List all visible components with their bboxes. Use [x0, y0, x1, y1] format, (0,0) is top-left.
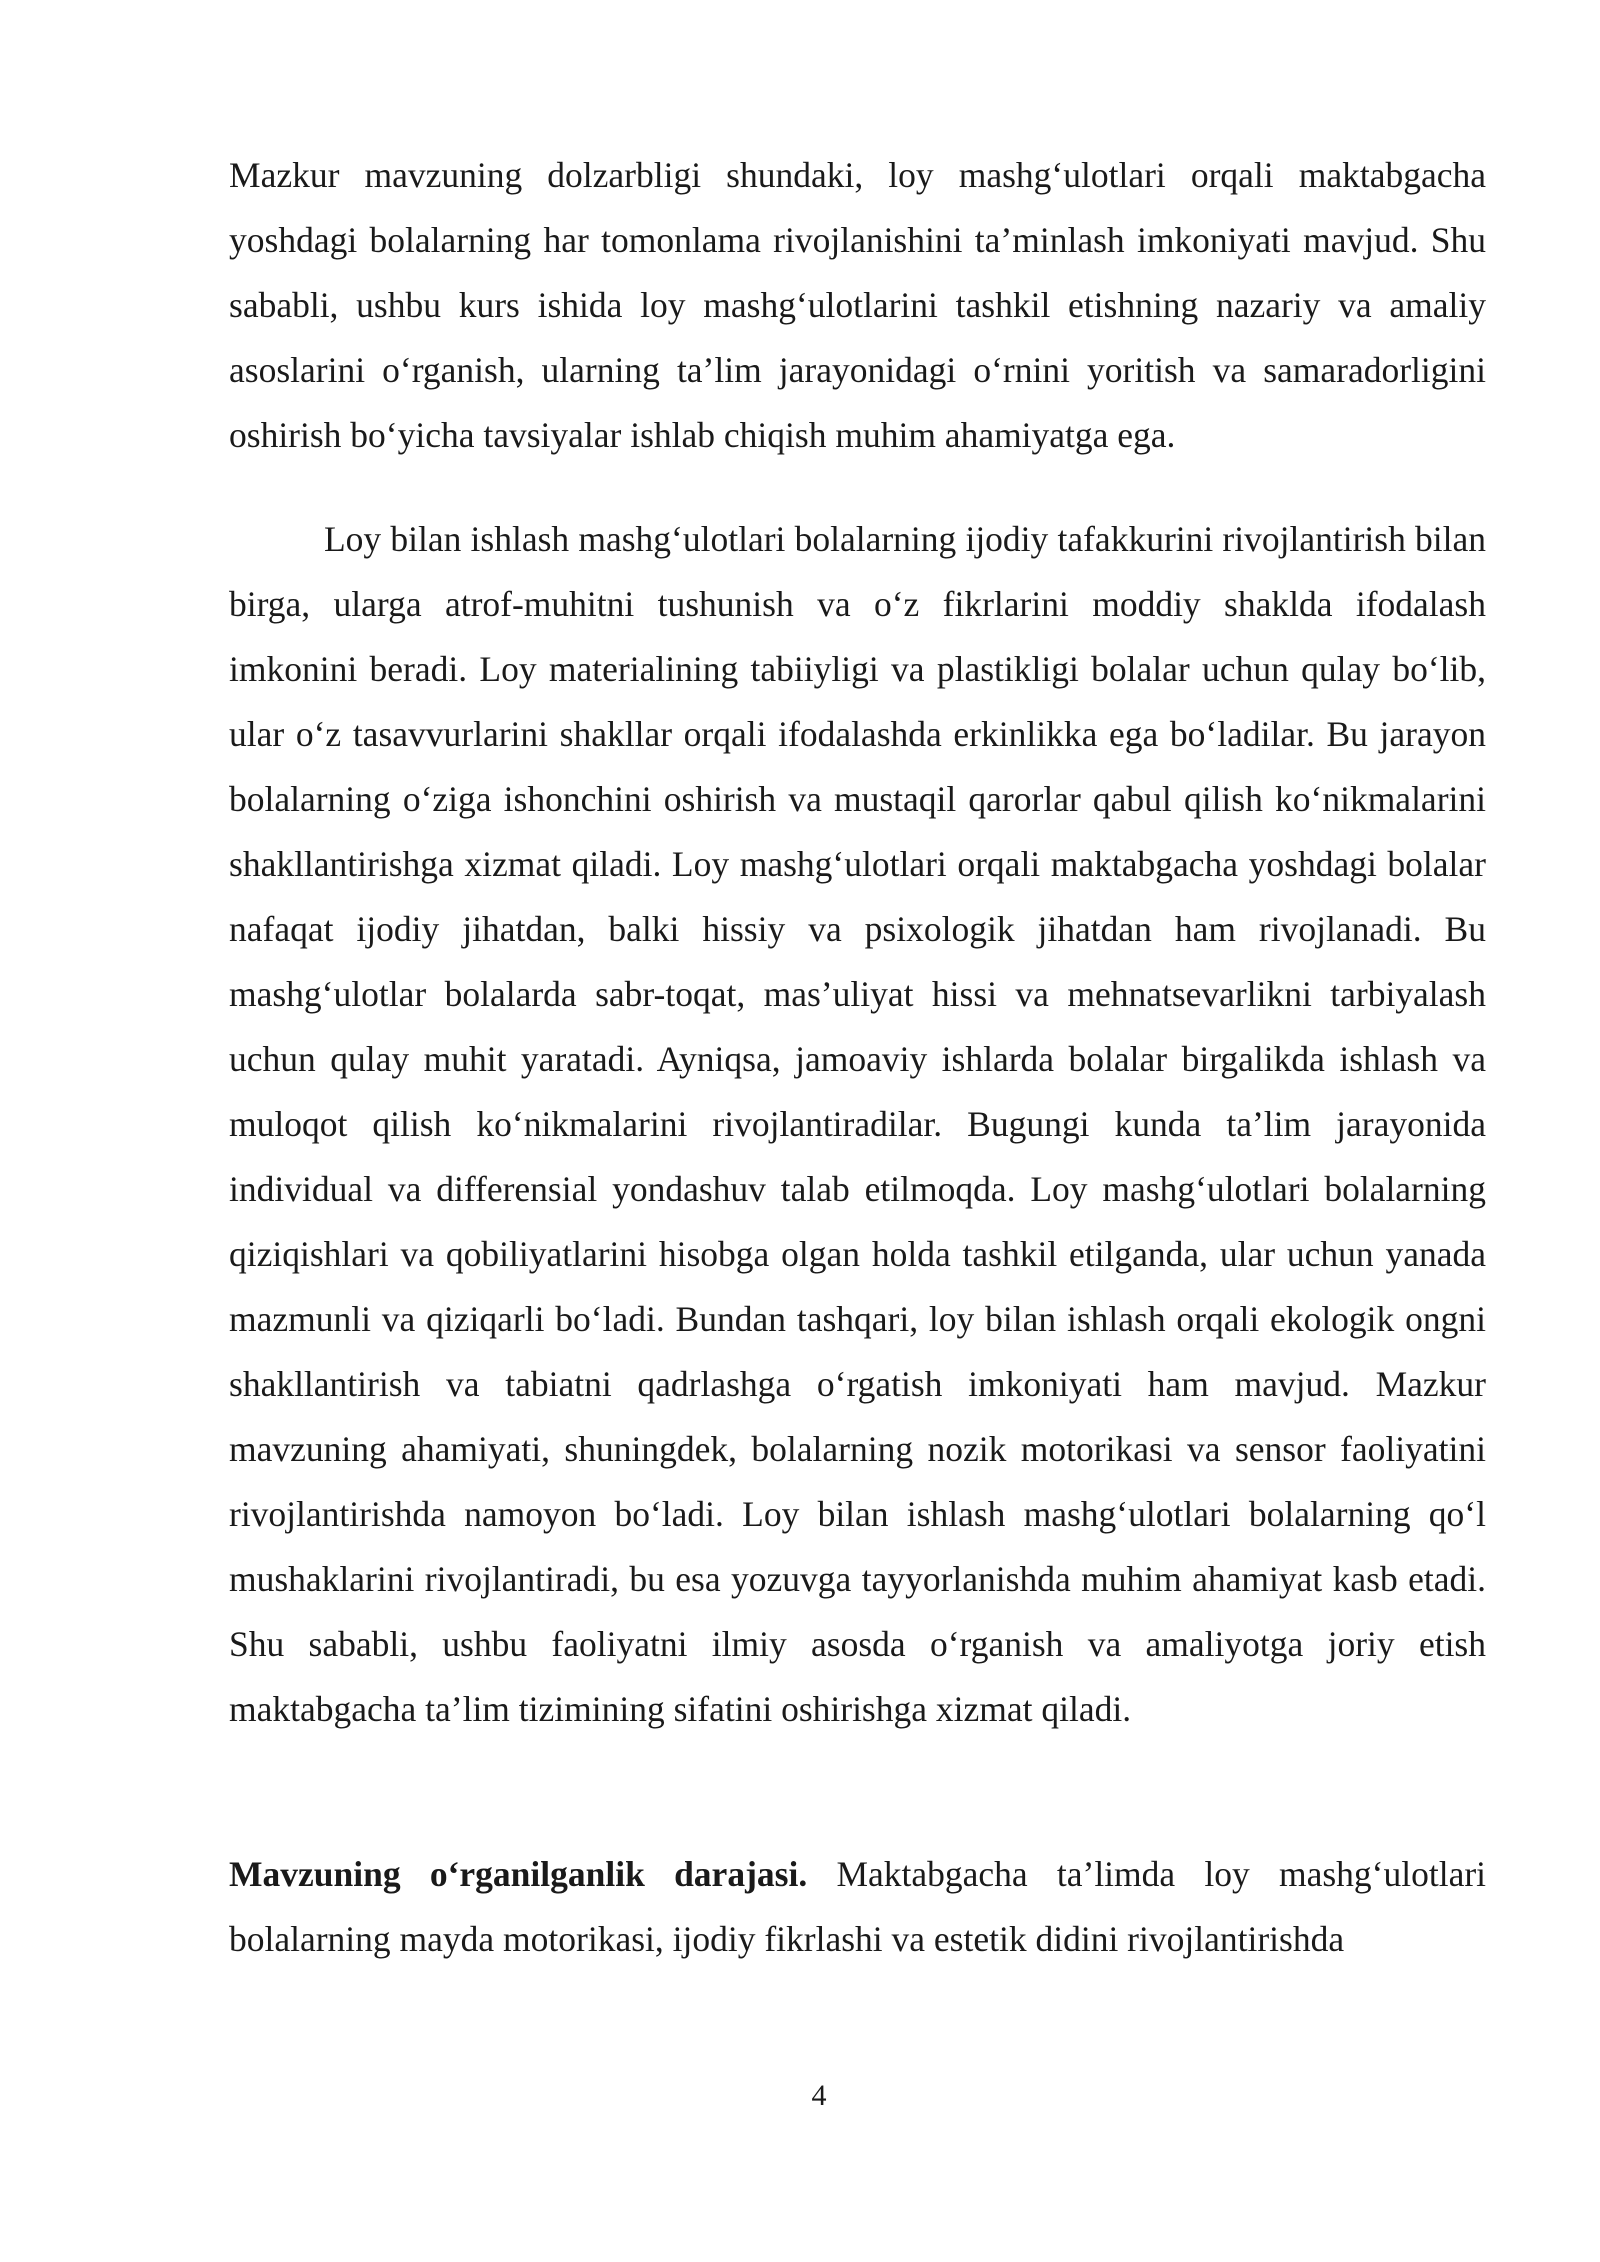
section-text: Maktabgacha ta’limda loy mashg‘ulotlari bolalarning mayda motorikasi, ijodiy fikrlashi va estetik didini rivojlantirishda	[229, 1854, 1487, 1959]
section-heading: Mavzuning o‘rganilganlik darajasi.	[229, 1854, 808, 1894]
paragraph-study-degree	[229, 1842, 1486, 1972]
paragraph-clay-activities: Loy bilan ishlash mashg‘ulotlari bolalarning ijodiy tafakkurini rivojlantirish bilan birga, ularga atrof-muhitni tushunish va o‘z fikrlarini moddiy shaklda ifodalash imkonini beradi. Loy materialining tabiiyligi va plastikligi bolalar uchun qulay bo‘lib, ular o‘z tasavvurlarini shakllar orqali ifodalashda erkinlikka ega bo‘ladilar. Bu jarayon bolalarning o‘ziga ishonchini oshirish va mustaqil qarorlar qabul qilish ko‘nikmalarini shakllantirishga xizmat qiladi. Loy mashg‘ulotlari orqali maktabgacha yoshdagi bolalar nafaqat ijodiy jihatdan, balki hissiy va psixologik jihatdan ham rivojlanadi. Bu mashg‘ulotlar bolalarda sabr-toqat, mas’uliyat hissi va mehnatsevarlikni tarbiyalash uchun qulay muhit yaratadi. Ayniqsa, jamoaviy ishlarda bolalar birgalikda ishlash va muloqot qilish ko‘nikmalarini rivojlantiradilar. Bugungi kunda ta’lim jarayonida individual va differensial yondashuv talab etilmoqda. Loy mashg‘ulotlari bolalarning qiziqishlari va qobiliyatlarini hisobga olgan holda tashkil etilganda, ular uchun yanada mazmunli va qiziqarli bo‘ladi. Bundan tashqari, loy bilan ishlash orqali ekologik ongni shakllantirish va tabiatni qadrlashga o‘rgatish imkoniyati ham mavjud. Mazkur mavzuning ahamiyati, shuningdek, bolalarning nozik motorikasi va sensor faoliyatini rivojlantirishda namoyon bo‘ladi. Loy bilan ishlash mashg‘ulotlari bolalarning qo‘l mushaklarini rivojlantiradi, bu esa yozuvga tayyorlanishda muhim ahamiyat kasb etadi. Shu sababli, ushbu faoliyatni ilmiy asosda o‘rganish va amaliyotga joriy etish maktabgacha ta’lim tizimining sifatini oshirishga xizmat qiladi.	[229, 519, 1486, 1729]
paragraph-relevance: Mazkur mavzuning dolzarbligi shundaki, loy mashg‘ulotlari orqali maktabgacha yoshdagi bolalarning har tomonlama rivojlanishini ta’minlash imkoniyati mavjud. Shu sababli, ushbu kurs ishida loy mashg‘ulotlarini tashkil etishning nazariy va amaliy asoslarini o‘rganish, ularning ta’lim jarayonidagi o‘rnini yoritish va samaradorligini oshirish bo‘yicha tavsiyalar ishlab chiqish muhim ahamiyatga ega.	[229, 155, 1486, 455]
page-number: 4	[811, 2079, 827, 2112]
